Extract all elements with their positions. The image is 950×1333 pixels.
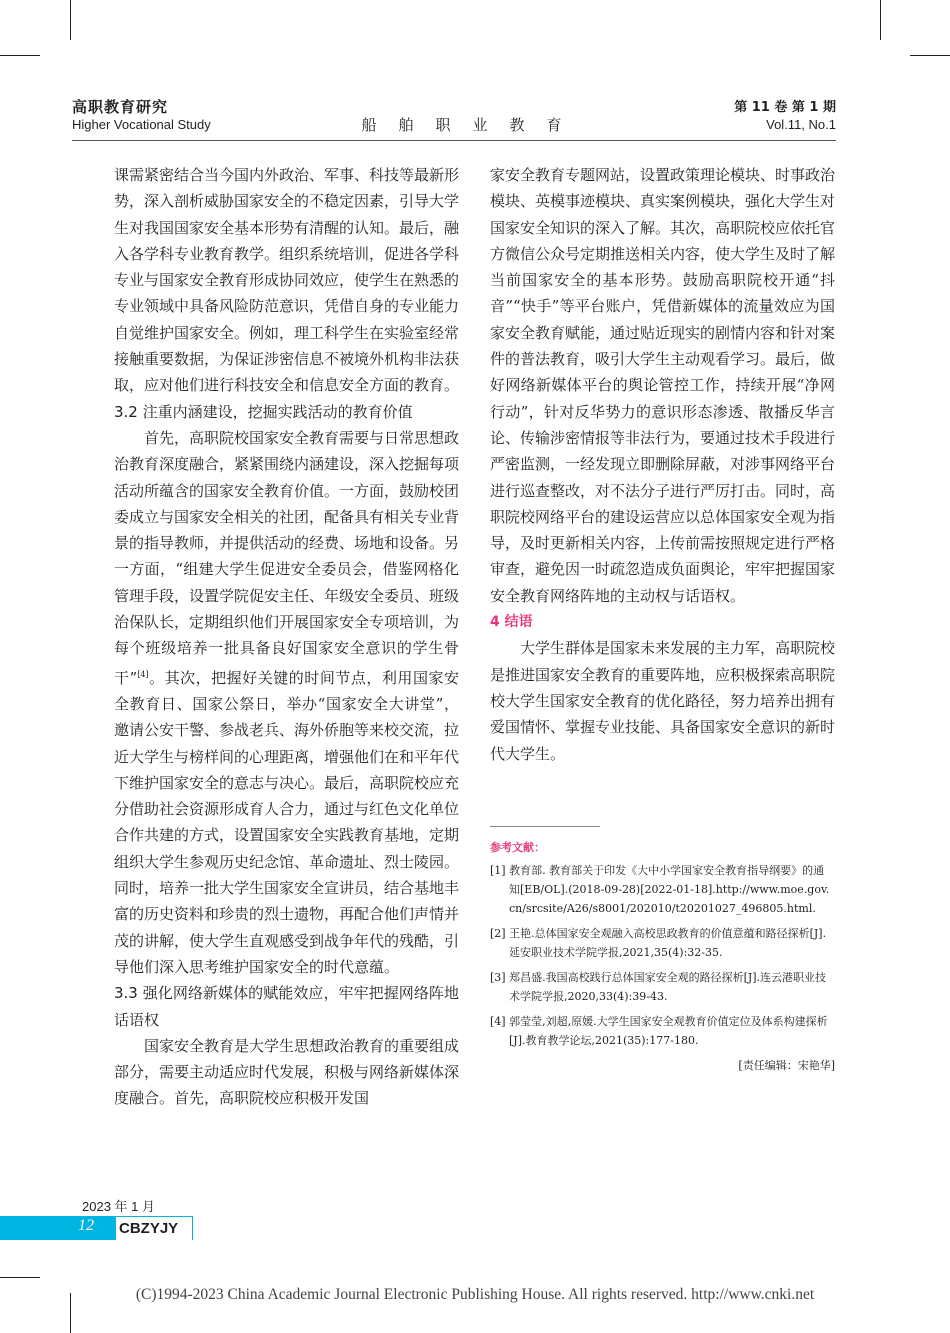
section-heading-4: 4 结语 [490,614,533,631]
journal-name: 船舶职业教育 [361,116,584,134]
volume-issue-en: Vol.11, No.1 [766,117,836,132]
right-column [490,162,835,767]
paragraph [114,425,459,980]
crop-mark-bottom-left-h [0,1277,40,1278]
reference-item: [2] 王艳.总体国家安全观融入高校思政教育的价值意蕴和路径探析[J].延安职业技术学院学报,2021,35(4):32-35. [490,927,827,959]
section-title-cn: 高职教育研究 [72,98,169,116]
header-rule [72,140,836,141]
section-heading-3-3: 3.3 强化网络新媒体的赋能效应，牢牢把握网络阵地话语权 [114,984,459,1029]
volume-issue-cn: 第 11 卷 第 1 期 [734,100,836,115]
crop-mark-top-right-h [910,55,950,56]
paragraph-text: 首先，高职院校国家安全教育需要与日常思想政治教育深度融合，紧紧围绕内涵建设，深入挖掘每项活动所蕴含的国家安全教育价值。一方面，鼓励校团委成立与国家安全相关的社团，配备具有相关专业背景的指导教师，并提供活动的经费、场地和设备。另一方面，“组建大学生促进安全委员会，借鉴网格化管理手段，设置学院促安主任、年级安全委员、班级治保队长，定期组织他们开展国家安全专项培训，为每个班级培养一批具备良好国家安全意识的学生骨干” [114,428,460,687]
crop-mark-top-right-v [880,0,881,40]
references [490,838,835,1075]
reference-item: [1] 教育部. 教育部关于印发《大中小学国家安全教育指导纲要》的通知[EB/OL].(2018-09-28)[2022-01-18].http://www.moe.gov.cn/srcsite/A26/s8001/202010/t20201027_496805.html. [490,864,830,915]
paragraph: 大学生群体是国家未来发展的主力军，高职院校是推进国家安全教育的重要阵地，应积极探索高职院校大学生国家安全教育的优化路径，努力培养出拥有爱国情怀、掌握专业技能、具备国家安全意识的新时代大学生。 [490,639,836,763]
reference-item: [3] 郑昌盛.我国高校践行总体国家安全观的路径探析[J].连云港职业技术学院学报,2020,33(4):39-43. [490,971,827,1003]
crop-mark-top-left-h [0,55,40,56]
crop-mark-top-left-v [70,0,71,40]
citation-marker: [4] [137,669,149,679]
page-number: 12 [78,1217,94,1234]
paragraph: 课需紧密结合当今国内外政治、军事、科技等最新形势，深入剖析威胁国家安全的不稳定因素，引导大学生对我国国家安全基本形势有清醒的认知。最后，融入各学科专业教育教学。组织系统培训，促进各学科专业与国家安全教育形成协同效应，使学生在熟悉的专业领域中具备风险防范意识，凭借自身的专业能力自觉维护国家安全。例如，理工科学生在实验室经常接触重要数据，为保证涉密信息不被境外机构非法获取，应对他们进行科技安全和信息安全方面的教育。 [114,166,460,395]
references-divider [490,826,600,827]
reference-item: [4] 郭莹莹,刘超,原媛.大学生国家安全观教育价值定位及体系构建探析[J].教育教学论坛,2021(35):177-180. [490,1015,828,1047]
journal-code: CBZYJY [116,1217,192,1240]
copyright-notice: (C)1994-2023 China Academic Journal Electronic Publishing House. All rights reserved. http://www.cnki.net [135,1286,815,1303]
section-title-en: Higher Vocational Study [72,117,211,132]
paragraph: 家安全教育专题网站，设置政策理论模块、时事政治模块、英模事迹模块、真实案例模块，强化大学生对国家安全知识的深入了解。其次，高职院校应依托官方微信公众号定期推送相关内容，使大学生及时了解当前国家安全的基本形势。鼓励高职院校开通“抖音”“快手”等平台账户，凭借新媒体的流量效应为国家安全教育赋能，通过贴近现实的剧情内容和针对案件的普法教育，吸引大学生主动观看学习。最后，做好网络新媒体平台的舆论管控工作，持续开展“净网行动”，针对反华势力的意识形态渗透、散播反华言论、传输涉密情报等非法行为，要通过技术手段进行严密监测，一经发现立即删除屏蔽，对涉事网络平台进行巡查整改，对不法分子进行严厉打击。同时，高职院校网络平台的建设运营应以总体国家安全观为指导，及时更新相关内容，上传前需按照规定进行严格审查，避免因一时疏忽造成负面舆论，牢牢把握国家安全教育网络阵地的主动权与话语权。 [490,166,836,605]
left-column [114,162,459,1112]
editor-credit: [责任编辑：宋艳华] [738,1059,835,1072]
paragraph: 国家安全教育是大学生思想政治教育的重要组成部分，需要主动适应时代发展，积极与网络新媒体深度融合。首先，高职院校应积极开发国 [114,1036,460,1108]
paragraph-text: 。其次，把握好关键的时间节点，利用国家安全教育日、国家公祭日，举办“国家安全大讲堂”，邀请公安干警、参战老兵、海外侨胞等来校交流，拉近大学生与榜样间的心理距离，增强他们在和平年代下维护国家安全的意志与决心。最后，高职院校应充分借助社会资源形成育人合力，通过与红色文化单位合作共建的方式，设置国家安全实践教育基地，定期组织大学生参观历史纪念馆、革命遗址、烈士陵园。同时，培养一批大学生国家安全宣讲员，结合基地丰富的历史资料和珍贵的烈士遗物，再配合他们声情并茂的讲解，使大学生直观感受到战争年代的残酷，引导他们深入思考维护国家安全的时代意蕴。 [114,668,460,976]
section-heading-3-2: 3.2 注重内涵建设，挖掘实践活动的教育价值 [114,402,413,421]
issue-date: 2023 年 1 月 [82,1199,155,1214]
references-title: 参考文献： [490,841,545,854]
